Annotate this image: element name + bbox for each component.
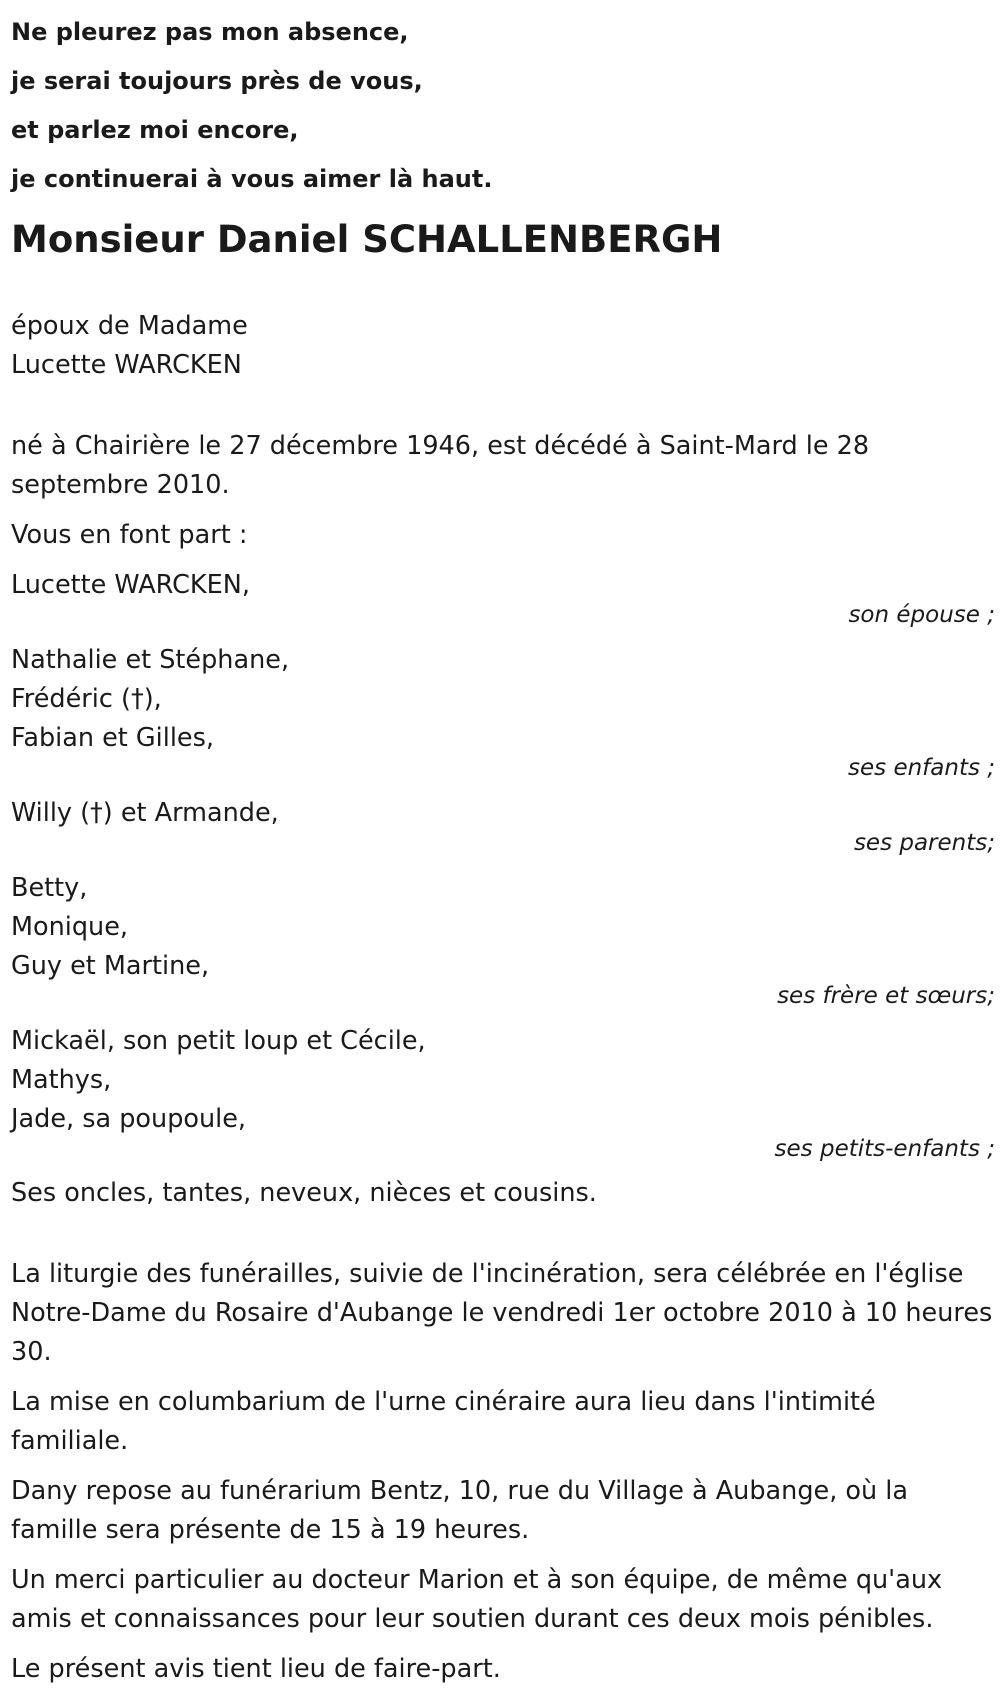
family-group-parents [11, 794, 995, 855]
family-relation: son épouse ; [848, 602, 995, 628]
memorial-poem [11, 0, 995, 204]
family-member-name: Jade, sa poupoule, [11, 1104, 247, 1134]
birth-death-statement: né à Chairière le 27 décembre 1946, est décédé à Saint-Mard le 28 septembre 2010. [11, 431, 870, 500]
family-group-grandchildren [11, 1022, 995, 1161]
spouse-intro-line: époux de Madame [11, 311, 248, 341]
poem-line: et parlez moi encore, [11, 116, 299, 144]
family-group-spouse [11, 566, 995, 627]
ceremony-paragraph: Le présent avis tient lieu de faire-part. [11, 1654, 501, 1684]
family-member-name: Guy et Martine, [11, 951, 210, 981]
family-relation: ses petits-enfants ; [774, 1136, 995, 1162]
family-member-name: Willy (†) et Armande, [11, 798, 279, 828]
family-member-name: Fabian et Gilles, [11, 723, 215, 753]
family-member-name: Mathys, [11, 1065, 112, 1095]
family-member-name: Frédéric (†), [11, 684, 162, 714]
family-relation: ses parents; [853, 830, 995, 856]
spouse-intro-line: Lucette WARCKEN [11, 350, 242, 380]
ceremony-paragraph: La mise en columbarium de l'urne cinéraire aura lieu dans l'intimité familiale. [11, 1387, 876, 1456]
family-group-siblings [11, 869, 995, 1008]
ceremony-paragraph: Dany repose au funérarium Bentz, 10, rue du Village à Aubange, où la famille sera présente de 15 à 19 heures. [11, 1476, 908, 1545]
spouse-intro [11, 307, 995, 385]
family-group-children [11, 641, 995, 780]
poem-line: je continuerai à vous aimer là haut. [11, 165, 493, 193]
deceased-name: Monsieur Daniel SCHALLENBERGH [11, 218, 723, 261]
ceremony-paragraph: Un merci particulier au docteur Marion et à son équipe, de même qu'aux amis et connaissances pour leur soutien durant ces deux mois pénibles. [11, 1565, 943, 1634]
family-member-name: Lucette WARCKEN, [11, 570, 250, 600]
family-member-name: Mickaël, son petit loup et Cécile, [11, 1026, 426, 1056]
family-member-name: Nathalie et Stéphane, [11, 645, 290, 675]
family-relation: ses enfants ; [848, 755, 995, 781]
obituary-notice [11, 0, 995, 1689]
family-member-name: Betty, [11, 873, 88, 903]
poem-line: je serai toujours près de vous, [11, 67, 423, 95]
announcement-line: Vous en font part : [11, 520, 248, 550]
family-member-name: Monique, [11, 912, 128, 942]
poem-line: Ne pleurez pas mon absence, [11, 18, 409, 46]
extended-family: Ses oncles, tantes, neveux, nièces et cousins. [11, 1178, 597, 1208]
family-relation: ses frère et sœurs; [777, 983, 995, 1009]
ceremony-paragraph: La liturgie des funérailles, suivie de l'incinération, sera célébrée en l'église Notre-Dame du Rosaire d'Aubange le vendredi 1er octobre 2010 à 10 heures 30. [11, 1259, 993, 1367]
